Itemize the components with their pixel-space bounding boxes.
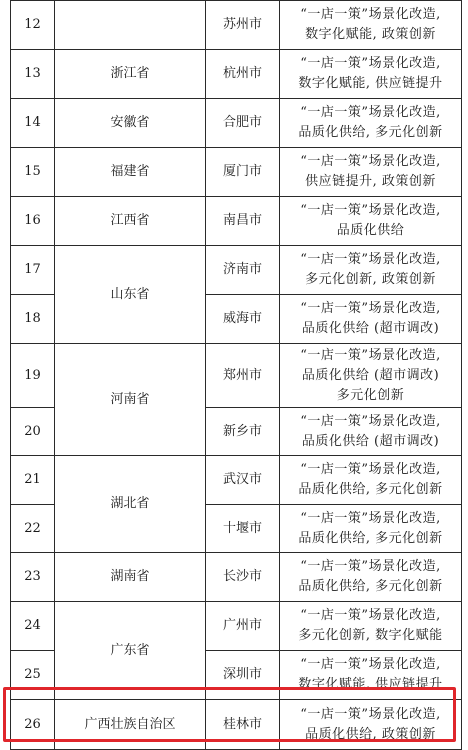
mode-cell <box>280 344 462 408</box>
city-cell: 桂林市 <box>206 700 280 750</box>
table-row <box>11 602 462 651</box>
city-cell: 新乡市 <box>206 408 280 456</box>
province-cell: 山东省 <box>55 246 206 344</box>
mode-cell <box>280 553 462 602</box>
row-number: 24 <box>11 602 55 651</box>
table-row <box>11 553 462 602</box>
table-row <box>11 246 462 295</box>
row-number: 12 <box>11 1 55 50</box>
city-cell: 武汉市 <box>206 456 280 505</box>
province-cell: 湖南省 <box>55 553 206 602</box>
mode-cell <box>280 505 462 553</box>
mode-line: “一店一策”场景化改造, <box>300 413 441 429</box>
mode-line: “一店一策”场景化改造, <box>300 657 441 672</box>
mode-cell <box>280 148 462 197</box>
province-cell: 湖北省 <box>55 456 206 553</box>
row-number: 26 <box>11 700 55 750</box>
row-number: 16 <box>11 197 55 246</box>
mode-cell <box>280 246 462 295</box>
city-cell: 南昌市 <box>206 197 280 246</box>
mode-cell <box>280 651 462 700</box>
province-cell: 福建省 <box>55 148 206 197</box>
mode-line: “一店一策”场景化改造, <box>300 56 441 71</box>
row-number: 21 <box>11 456 55 505</box>
row-number: 15 <box>11 148 55 197</box>
mode-line: “一店一策”场景化改造, <box>300 154 441 169</box>
mode-line: “一店一策”场景化改造, <box>300 347 441 363</box>
mode-line: 多元化创新, 政策创新 <box>305 272 436 287</box>
mode-line: “一店一策”场景化改造, <box>300 301 441 316</box>
province-cell: 江西省 <box>55 197 206 246</box>
city-cell: 杭州市 <box>206 50 280 99</box>
table-row <box>11 99 462 148</box>
mode-line: 品质化供给, 多元化创新 <box>298 125 443 140</box>
row-number: 13 <box>11 50 55 99</box>
city-cell: 深圳市 <box>206 651 280 700</box>
mode-line: 数字化赋能, 供应链提升 <box>298 76 443 91</box>
mode-line: 品质化供给, 多元化创新 <box>298 530 443 546</box>
pilot-cities-table <box>10 0 462 750</box>
city-cell: 合肥市 <box>206 99 280 148</box>
row-number: 25 <box>11 651 55 700</box>
mode-cell <box>280 456 462 505</box>
province-cell: 安徽省 <box>55 99 206 148</box>
table-row <box>11 197 462 246</box>
mode-line: 供应链提升, 政策创新 <box>305 174 436 189</box>
mode-line: 数字化赋能, 供应链提升 <box>298 677 443 692</box>
province-cell <box>55 1 206 50</box>
mode-line: “一店一策”场景化改造, <box>300 706 441 722</box>
row-number: 17 <box>11 246 55 295</box>
mode-cell <box>280 602 462 651</box>
mode-cell <box>280 197 462 246</box>
province-cell: 河南省 <box>55 344 206 456</box>
mode-line: “一店一策”场景化改造, <box>300 559 441 574</box>
row-number: 14 <box>11 99 55 148</box>
city-cell: 威海市 <box>206 295 280 344</box>
mode-line: 多元化创新, 数字化赋能 <box>298 628 443 643</box>
mode-line: “一店一策”场景化改造, <box>300 7 441 22</box>
table-row <box>11 148 462 197</box>
mode-line: “一店一策”场景化改造, <box>300 608 441 623</box>
mode-cell <box>280 1 462 50</box>
mode-line: 数字化赋能, 政策创新 <box>305 27 436 42</box>
mode-line: 多元化创新 <box>336 387 405 403</box>
mode-cell <box>280 50 462 99</box>
mode-cell <box>280 295 462 344</box>
table-row <box>11 344 462 408</box>
mode-line: 品质化供给, 政策创新 <box>305 726 436 742</box>
city-cell: 苏州市 <box>206 1 280 50</box>
mode-line: “一店一策”场景化改造, <box>300 203 441 218</box>
row-number: 23 <box>11 553 55 602</box>
mode-line: 品质化供给 (超市调改) <box>301 433 440 449</box>
mode-line: “一店一策”场景化改造, <box>300 252 441 267</box>
mode-line: 品质化供给 (超市调改) <box>301 321 440 336</box>
city-cell: 郑州市 <box>206 344 280 408</box>
row-number: 20 <box>11 408 55 456</box>
mode-cell <box>280 99 462 148</box>
mode-line: 品质化供给, 多元化创新 <box>298 482 443 497</box>
mode-line: 品质化供给, 多元化创新 <box>298 579 443 594</box>
mode-line: 品质化供给 <box>336 223 405 238</box>
mode-cell <box>280 408 462 456</box>
province-cell: 浙江省 <box>55 50 206 99</box>
row-number: 18 <box>11 295 55 344</box>
city-cell: 长沙市 <box>206 553 280 602</box>
mode-line: 品质化供给 (超市调改) <box>301 367 440 383</box>
province-cell: 广西壮族自治区 <box>55 700 206 750</box>
table-row <box>11 50 462 99</box>
table-row <box>11 1 462 50</box>
mode-line: “一店一策”场景化改造, <box>300 510 441 526</box>
province-cell: 广东省 <box>55 602 206 700</box>
city-cell: 厦门市 <box>206 148 280 197</box>
row-number: 22 <box>11 505 55 553</box>
mode-cell <box>280 700 462 750</box>
table-row <box>11 456 462 505</box>
city-cell: 十堰市 <box>206 505 280 553</box>
city-cell: 济南市 <box>206 246 280 295</box>
city-cell: 广州市 <box>206 602 280 651</box>
mode-line: “一店一策”场景化改造, <box>300 105 441 120</box>
mode-line: “一店一策”场景化改造, <box>300 462 441 477</box>
row-number: 19 <box>11 344 55 408</box>
table-row-highlighted <box>11 700 462 750</box>
